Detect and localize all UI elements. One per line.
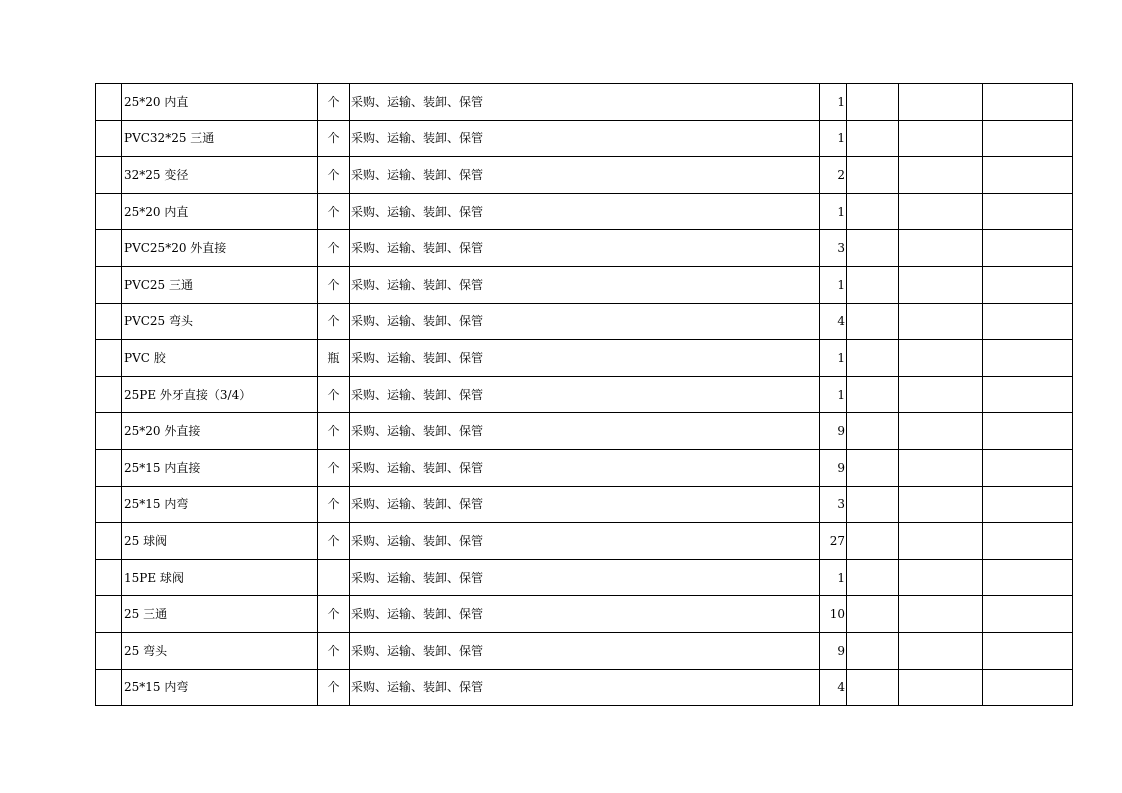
item-name-cell: PVC 胶	[122, 340, 318, 377]
item-name-cell: PVC25 三通	[122, 266, 318, 303]
unit-cell: 个	[318, 120, 350, 157]
table-row	[96, 449, 1073, 486]
unit-cell: 个	[318, 523, 350, 560]
quantity-cell: 27	[820, 523, 847, 560]
row-index-cell	[96, 266, 122, 303]
unit-price-cell	[847, 120, 899, 157]
unit-price-cell	[847, 523, 899, 560]
work-content-cell: 采购、运输、装卸、保管	[350, 84, 820, 121]
work-content-cell: 采购、运输、装卸、保管	[350, 559, 820, 596]
total-price-cell	[899, 669, 983, 706]
total-price-cell	[899, 84, 983, 121]
unit-cell: 个	[318, 84, 350, 121]
unit-cell: 个	[318, 632, 350, 669]
total-price-cell	[899, 632, 983, 669]
unit-price-cell	[847, 632, 899, 669]
table-row	[96, 413, 1073, 450]
table-row	[96, 596, 1073, 633]
work-content-cell: 采购、运输、装卸、保管	[350, 120, 820, 157]
quantity-cell: 1	[820, 340, 847, 377]
remark-cell	[983, 596, 1073, 633]
table-row	[96, 303, 1073, 340]
total-price-cell	[899, 376, 983, 413]
work-content-cell: 采购、运输、装卸、保管	[350, 413, 820, 450]
quantity-cell: 1	[820, 266, 847, 303]
row-index-cell	[96, 230, 122, 267]
total-price-cell	[899, 449, 983, 486]
unit-cell: 个	[318, 413, 350, 450]
remark-cell	[983, 84, 1073, 121]
materials-table	[95, 83, 1073, 706]
remark-cell	[983, 486, 1073, 523]
quantity-cell: 1	[820, 120, 847, 157]
remark-cell	[983, 230, 1073, 267]
unit-price-cell	[847, 193, 899, 230]
unit-cell: 个	[318, 230, 350, 267]
table-row	[96, 523, 1073, 560]
row-index-cell	[96, 559, 122, 596]
unit-price-cell	[847, 376, 899, 413]
quantity-cell: 9	[820, 449, 847, 486]
total-price-cell	[899, 523, 983, 560]
remark-cell	[983, 157, 1073, 194]
table-row	[96, 266, 1073, 303]
unit-price-cell	[847, 340, 899, 377]
row-index-cell	[96, 376, 122, 413]
remark-cell	[983, 559, 1073, 596]
table-row	[96, 669, 1073, 706]
row-index-cell	[96, 84, 122, 121]
remark-cell	[983, 193, 1073, 230]
table-row	[96, 193, 1073, 230]
remark-cell	[983, 303, 1073, 340]
item-name-cell: PVC32*25 三通	[122, 120, 318, 157]
quantity-cell: 1	[820, 193, 847, 230]
unit-cell	[318, 559, 350, 596]
quantity-cell: 9	[820, 413, 847, 450]
unit-cell: 个	[318, 486, 350, 523]
item-name-cell: 25*15 内直接	[122, 449, 318, 486]
table-row	[96, 486, 1073, 523]
remark-cell	[983, 669, 1073, 706]
unit-price-cell	[847, 596, 899, 633]
table-row	[96, 84, 1073, 121]
work-content-cell: 采购、运输、装卸、保管	[350, 266, 820, 303]
unit-cell: 个	[318, 266, 350, 303]
quantity-cell: 2	[820, 157, 847, 194]
remark-cell	[983, 413, 1073, 450]
table-row	[96, 376, 1073, 413]
table-row	[96, 340, 1073, 377]
item-name-cell: 32*25 变径	[122, 157, 318, 194]
unit-price-cell	[847, 449, 899, 486]
item-name-cell: 25*20 外直接	[122, 413, 318, 450]
work-content-cell: 采购、运输、装卸、保管	[350, 449, 820, 486]
row-index-cell	[96, 193, 122, 230]
unit-price-cell	[847, 486, 899, 523]
item-name-cell: 25PE 外牙直接（3/4）	[122, 376, 318, 413]
table-row	[96, 230, 1073, 267]
quantity-cell: 1	[820, 559, 847, 596]
work-content-cell: 采购、运输、装卸、保管	[350, 230, 820, 267]
total-price-cell	[899, 120, 983, 157]
row-index-cell	[96, 596, 122, 633]
remark-cell	[983, 523, 1073, 560]
total-price-cell	[899, 413, 983, 450]
unit-cell: 瓶	[318, 340, 350, 377]
work-content-cell: 采购、运输、装卸、保管	[350, 486, 820, 523]
item-name-cell: 25 三通	[122, 596, 318, 633]
total-price-cell	[899, 340, 983, 377]
row-index-cell	[96, 669, 122, 706]
quantity-cell: 9	[820, 632, 847, 669]
total-price-cell	[899, 486, 983, 523]
table-row	[96, 120, 1073, 157]
unit-price-cell	[847, 669, 899, 706]
unit-price-cell	[847, 266, 899, 303]
unit-cell: 个	[318, 193, 350, 230]
work-content-cell: 采购、运输、装卸、保管	[350, 632, 820, 669]
total-price-cell	[899, 193, 983, 230]
item-name-cell: 25*20 内直	[122, 193, 318, 230]
unit-cell: 个	[318, 376, 350, 413]
unit-cell: 个	[318, 596, 350, 633]
unit-cell: 个	[318, 303, 350, 340]
quantity-cell: 4	[820, 303, 847, 340]
item-name-cell: PVC25*20 外直接	[122, 230, 318, 267]
table-row	[96, 559, 1073, 596]
total-price-cell	[899, 266, 983, 303]
quantity-cell: 3	[820, 486, 847, 523]
table-row	[96, 157, 1073, 194]
row-index-cell	[96, 486, 122, 523]
item-name-cell: 25 弯头	[122, 632, 318, 669]
quantity-cell: 10	[820, 596, 847, 633]
work-content-cell: 采购、运输、装卸、保管	[350, 596, 820, 633]
item-name-cell: 15PE 球阀	[122, 559, 318, 596]
materials-table-body	[96, 84, 1073, 706]
row-index-cell	[96, 157, 122, 194]
work-content-cell: 采购、运输、装卸、保管	[350, 523, 820, 560]
remark-cell	[983, 449, 1073, 486]
row-index-cell	[96, 340, 122, 377]
item-name-cell: 25*15 内弯	[122, 486, 318, 523]
total-price-cell	[899, 559, 983, 596]
unit-cell: 个	[318, 669, 350, 706]
remark-cell	[983, 120, 1073, 157]
quantity-cell: 1	[820, 84, 847, 121]
row-index-cell	[96, 449, 122, 486]
unit-price-cell	[847, 559, 899, 596]
total-price-cell	[899, 230, 983, 267]
quantity-cell: 3	[820, 230, 847, 267]
remark-cell	[983, 340, 1073, 377]
remark-cell	[983, 632, 1073, 669]
row-index-cell	[96, 413, 122, 450]
unit-price-cell	[847, 413, 899, 450]
row-index-cell	[96, 523, 122, 560]
work-content-cell: 采购、运输、装卸、保管	[350, 157, 820, 194]
item-name-cell: 25*15 内弯	[122, 669, 318, 706]
work-content-cell: 采购、运输、装卸、保管	[350, 303, 820, 340]
item-name-cell: PVC25 弯头	[122, 303, 318, 340]
work-content-cell: 采购、运输、装卸、保管	[350, 376, 820, 413]
item-name-cell: 25 球阀	[122, 523, 318, 560]
total-price-cell	[899, 596, 983, 633]
work-content-cell: 采购、运输、装卸、保管	[350, 340, 820, 377]
item-name-cell: 25*20 内直	[122, 84, 318, 121]
unit-cell: 个	[318, 157, 350, 194]
table-row	[96, 632, 1073, 669]
quantity-cell: 1	[820, 376, 847, 413]
unit-price-cell	[847, 230, 899, 267]
row-index-cell	[96, 632, 122, 669]
unit-price-cell	[847, 84, 899, 121]
row-index-cell	[96, 120, 122, 157]
total-price-cell	[899, 303, 983, 340]
quantity-cell: 4	[820, 669, 847, 706]
remark-cell	[983, 376, 1073, 413]
work-content-cell: 采购、运输、装卸、保管	[350, 669, 820, 706]
unit-cell: 个	[318, 449, 350, 486]
unit-price-cell	[847, 157, 899, 194]
unit-price-cell	[847, 303, 899, 340]
row-index-cell	[96, 303, 122, 340]
total-price-cell	[899, 157, 983, 194]
work-content-cell: 采购、运输、装卸、保管	[350, 193, 820, 230]
remark-cell	[983, 266, 1073, 303]
